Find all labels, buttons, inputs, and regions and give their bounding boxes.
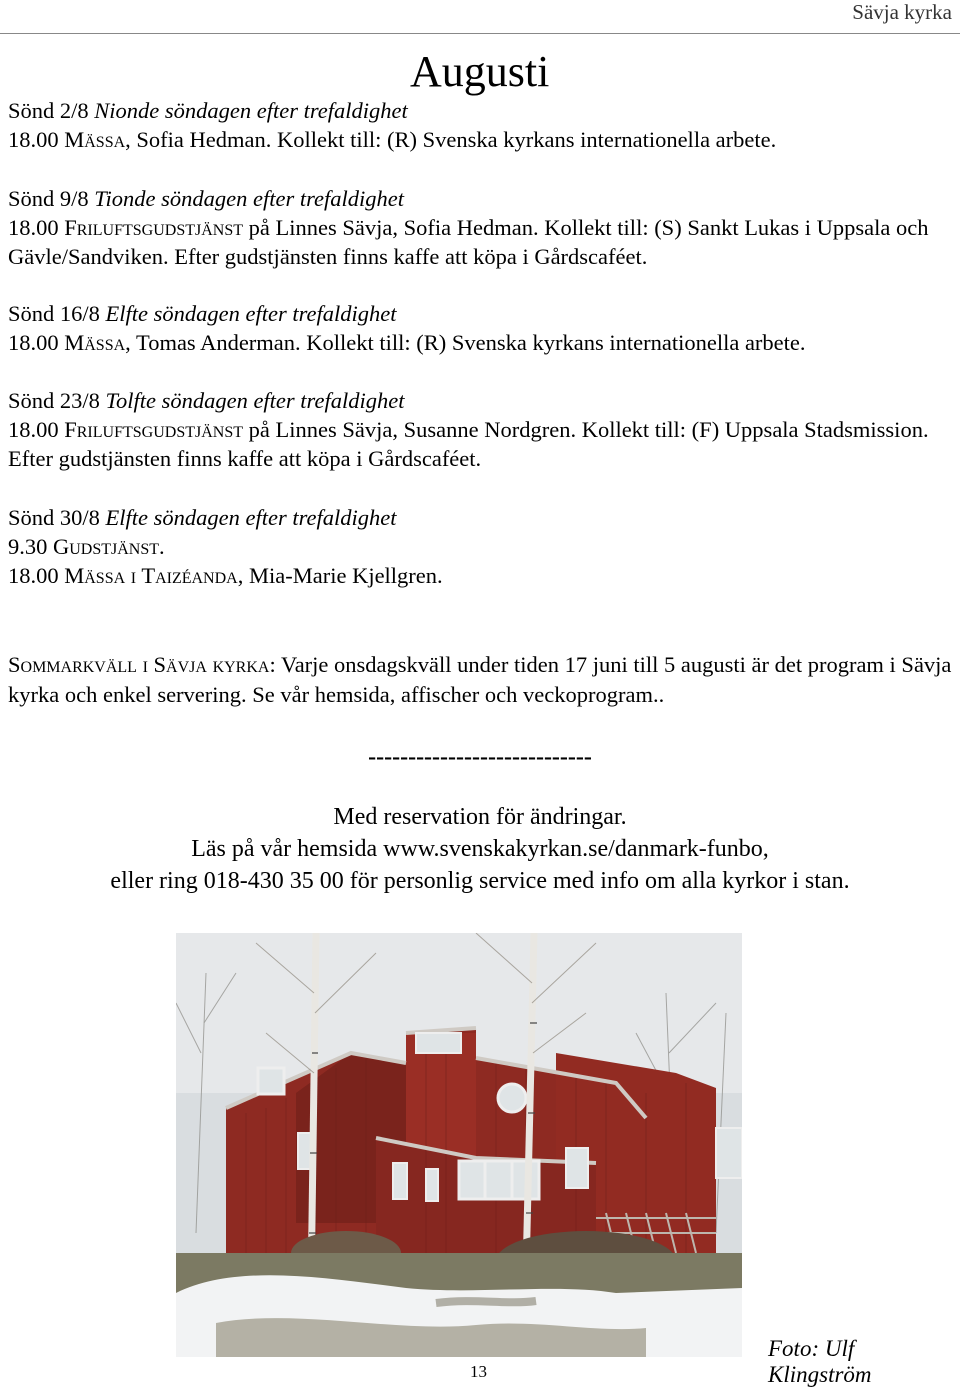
entry-service: Mässa: [64, 127, 126, 152]
note-label: Sommarkväll i Sävja kyrka: [8, 652, 270, 677]
service-entry: [8, 299, 952, 357]
entry-details: , Mia-Marie Kjellgren.: [237, 563, 443, 588]
entry-service: Friluftsgudstjänst: [64, 417, 244, 442]
service-entry: [8, 503, 952, 590]
photo-credit: Foto: Ulf Klingström: [768, 1336, 872, 1387]
footer-line-website: Läs på vår hemsida www.svenskakyrkan.se/danmark-funbo,: [191, 836, 769, 862]
entry-sunday-name: Nionde söndagen efter trefaldighet: [94, 98, 408, 123]
entry-details: på Linnes Sävja, Susanne Nordgren. Kollekt till: (F) Uppsala Stadsmission. Efter gudstjänsten finns kaffe att köpa i Gårdscaféet.: [8, 417, 929, 471]
entry-details: , Sofia Hedman. Kollekt till: (R) Svenska kyrkans internationella arbete.: [125, 127, 777, 152]
entry-date: Sönd 16/8: [8, 301, 100, 326]
note-text: : Varje onsdagskväll under tiden 17 juni till 5 augusti är det program i Sävja kyrka och enkel servering. Se vår hemsida, affischer och veckoprogram..: [8, 652, 952, 707]
footer-line-reservation: Med reservation för ändringar.: [333, 804, 627, 830]
entry-time: 9.30: [8, 534, 48, 559]
entry-time: 18.00: [8, 563, 59, 588]
entry-date: Sönd 23/8: [8, 388, 100, 413]
entry-details: , Tomas Anderman. Kollekt till: (R) Svenska kyrkans internationella arbete.: [125, 330, 806, 355]
entry-details: .: [159, 534, 165, 559]
dashed-divider: ----------------------------: [368, 744, 592, 770]
entry-sunday-name: Elfte söndagen efter trefaldighet: [105, 505, 397, 530]
service-entry: [8, 386, 952, 473]
entry-sunday-name: Tolfte söndagen efter trefaldighet: [105, 388, 405, 413]
entry-sunday-name: Elfte söndagen efter trefaldighet: [105, 301, 397, 326]
header-church-name: Sävja kyrka: [852, 0, 952, 24]
summer-evening-note: [8, 650, 952, 710]
entry-date: Sönd 9/8: [8, 186, 89, 211]
church-photo: [176, 933, 742, 1357]
header-divider: [0, 33, 960, 34]
entry-service: Mässa: [64, 330, 126, 355]
page-number: 13: [470, 1362, 487, 1381]
entry-service: Mässa i Taizéanda: [64, 563, 238, 588]
entry-time: 18.00: [8, 215, 59, 240]
church-photo-drawing: [176, 933, 742, 1357]
footer-line-phone: eller ring 018-430 35 00 för personlig service med info om alla kyrkor i stan.: [110, 868, 850, 894]
service-entry: [8, 184, 952, 271]
entry-service: Gudstjänst: [53, 534, 160, 559]
month-title: Augusti: [410, 47, 550, 96]
entry-time: 18.00: [8, 330, 59, 355]
entry-date: Sönd 2/8: [8, 98, 89, 123]
entry-details: på Linnes Sävja, Sofia Hedman. Kollekt till: (S) Sankt Lukas i Uppsala och Gävle/Sandviken. Efter gudstjänsten finns kaffe att köpa i Gårdscaféet.: [8, 215, 929, 269]
service-entry: [8, 96, 952, 154]
entry-service: Friluftsgudstjänst: [64, 215, 244, 240]
entry-date: Sönd 30/8: [8, 505, 100, 530]
entry-time: 18.00: [8, 417, 59, 442]
entry-sunday-name: Tionde söndagen efter trefaldighet: [94, 186, 405, 211]
entry-time: 18.00: [8, 127, 59, 152]
